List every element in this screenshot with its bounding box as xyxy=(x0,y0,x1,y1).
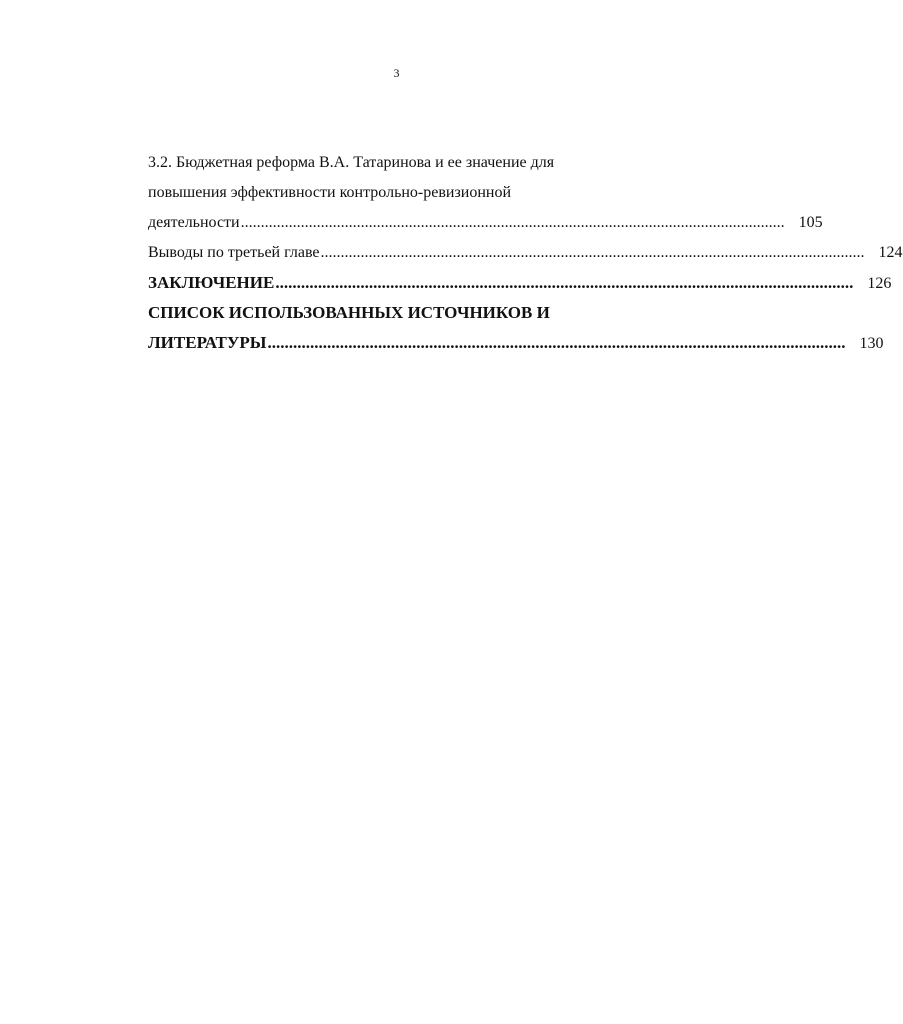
toc-page-number: 130 xyxy=(859,335,884,352)
toc-entry-conclusion[interactable] xyxy=(148,268,892,298)
toc-entry-bibliography[interactable] xyxy=(148,328,884,358)
toc-entry-title: деятельности xyxy=(148,214,240,231)
dot-leader: ........................................................................................................................................ xyxy=(240,214,785,231)
dot-leader: ........................................................................................................................................ xyxy=(275,273,854,292)
toc-entry-title: ЛИТЕРАТУРЫ xyxy=(148,333,267,352)
dot-leader: ........................................................................................................................................ xyxy=(320,244,865,261)
table-of-contents xyxy=(148,148,903,358)
toc-entry-3-2[interactable] xyxy=(148,208,823,238)
page-number: 3 xyxy=(393,66,400,80)
toc-entry-bibliography-line-1: СПИСОК ИСПОЛЬЗОВАННЫХ ИСТОЧНИКОВ И xyxy=(148,303,550,322)
toc-page-number: 126 xyxy=(867,275,892,292)
toc-page-number: 124 xyxy=(878,244,903,261)
toc-entry-3-2-line-1: 3.2. Бюджетная реформа В.А. Татаринова и ее значение для xyxy=(148,154,555,171)
toc-entry-title: ЗАКЛЮЧЕНИЕ xyxy=(148,273,275,292)
toc-entry-conclusions-chapter-3[interactable] xyxy=(148,238,903,268)
toc-entry-3-2-line-2: повышения эффективности контрольно-ревизионной xyxy=(148,184,512,201)
toc-page-number: 105 xyxy=(798,214,823,231)
toc-entry-title: Выводы по третьей главе xyxy=(148,244,320,261)
dot-leader: ........................................................................................................................................ xyxy=(267,333,846,352)
